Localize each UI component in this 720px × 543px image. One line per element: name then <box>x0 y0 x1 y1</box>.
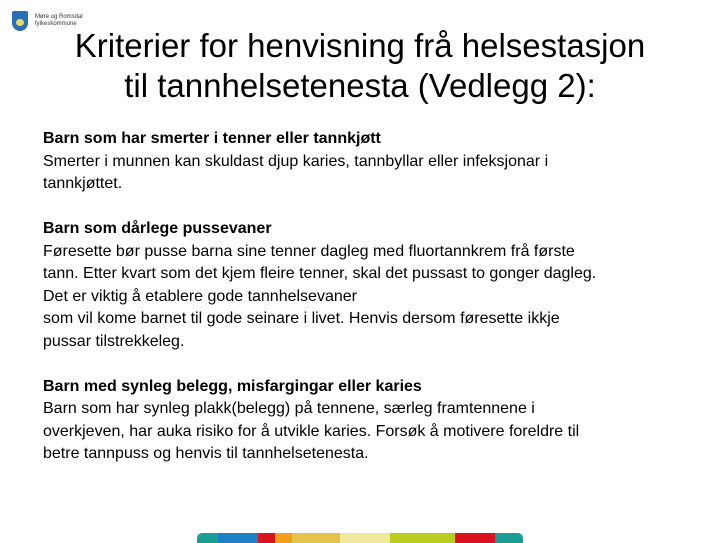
section-text-line: tann. Etter kvart som det kjem fleire tenner, skal det pussast to gonger dagleg. <box>43 265 597 282</box>
color-bar-segment <box>292 533 340 543</box>
decorative-color-bar <box>197 533 523 543</box>
section-text-line: betre tannpuss og henvis til tannhelsetenesta. <box>43 445 369 462</box>
logo-line-1: Møre og Romsdal <box>35 14 83 20</box>
section-text-line: Barn som har synleg plakk(belegg) på tennene, særleg framtennene i <box>43 400 535 417</box>
page-title <box>0 26 720 106</box>
color-bar-segment <box>340 533 390 543</box>
section-text-line: tannkjøttet. <box>43 175 123 192</box>
section-text-line: pussar tilstrekkeleg. <box>43 332 185 350</box>
criteria-section <box>43 128 693 196</box>
logo-line-2: fylkeskommune <box>35 21 77 27</box>
section-text-line: overkjeven, har auka risiko for å utvikle karies. Forsøk å motivere foreldre til <box>43 422 580 440</box>
color-bar-segment <box>218 533 258 543</box>
section-heading: Barn som dårlege pussevaner <box>43 220 272 237</box>
title-line-2: til tannhelsetenesta (Vedlegg 2): <box>124 67 596 104</box>
title-line-1: Kriterier for henvisning frå helsestasjon <box>74 27 646 64</box>
section-text-line: som vil kome barnet til gode seinare i livet. Henvis dersom føresette ikkje <box>43 310 560 327</box>
content <box>43 128 693 488</box>
color-bar-segment <box>455 533 495 543</box>
criteria-section <box>43 218 693 353</box>
color-bar-segment <box>275 533 292 543</box>
section-heading: Barn med synleg belegg, misfargingar eller karies <box>43 377 422 395</box>
section-heading: Barn som har smerter i tenner eller tannkjøtt <box>43 130 381 147</box>
section-text-line: Det er viktig å etablere gode tannhelsevaner <box>43 287 357 305</box>
section-text-line: Smerter i munnen kan skuldast djup karies, tannbyllar eller infeksjonar i <box>43 152 549 170</box>
section-text-line: Føresette bør pusse barna sine tenner dagleg med fluortannkrem frå første <box>43 242 575 260</box>
color-bar-segment <box>390 533 455 543</box>
color-bar-segment <box>258 533 275 543</box>
color-bar-segment <box>197 533 218 543</box>
criteria-section <box>43 376 693 466</box>
color-bar-segment <box>495 533 523 543</box>
